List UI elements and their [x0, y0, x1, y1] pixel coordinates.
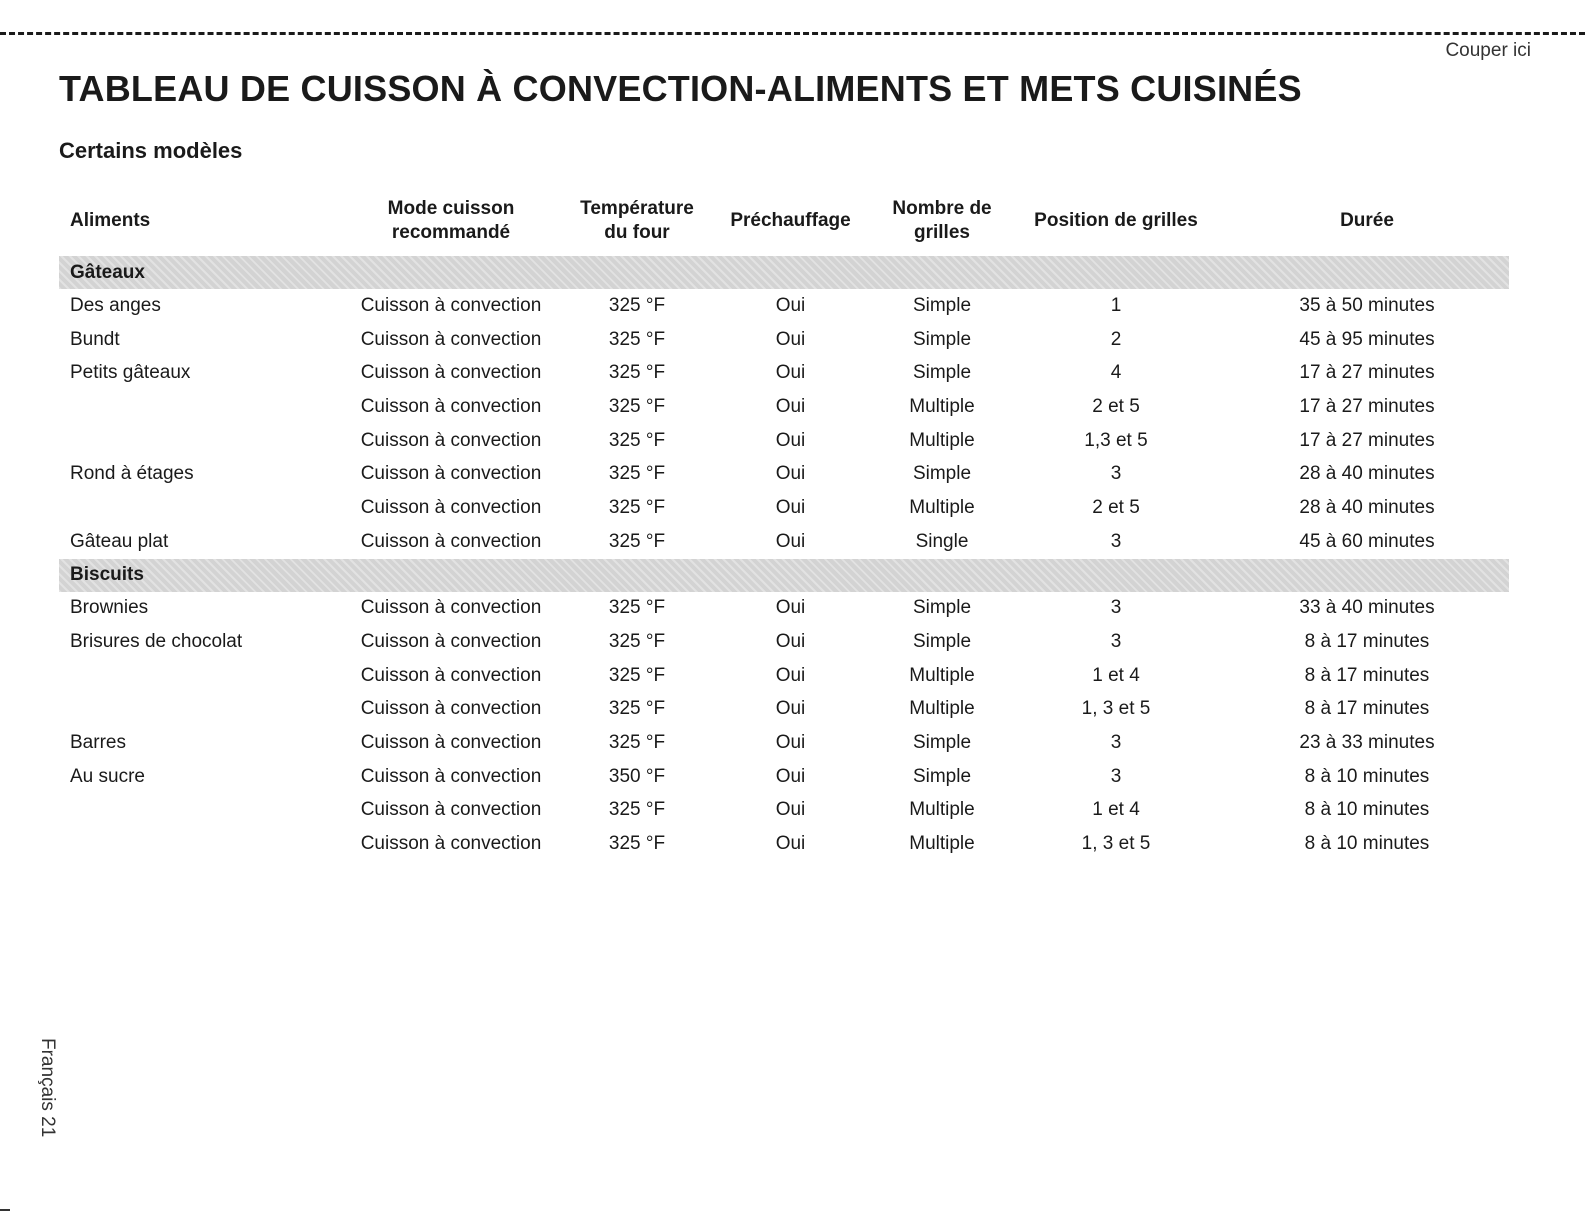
column-header-aliments: Aliments: [70, 210, 151, 231]
cell-temperature: 325 °F: [608, 395, 666, 417]
cell-duree: 8 à 10 minutes: [1304, 765, 1430, 787]
cell-position-grilles: 3: [1110, 597, 1122, 619]
table-row: [59, 491, 1509, 525]
cooking-chart-table: [59, 186, 1509, 861]
cell-mode-cuisson: Cuisson à convection: [360, 362, 542, 384]
cell-nombre-grilles: Simple: [912, 362, 972, 384]
cell-mode-cuisson: Cuisson à convection: [360, 395, 542, 417]
table-row: [59, 390, 1509, 424]
cell-position-grilles: 3: [1110, 463, 1122, 485]
table-row: [59, 625, 1509, 659]
cell-position-grilles: 1: [1110, 294, 1122, 316]
cell-nombre-grilles: Simple: [912, 765, 972, 787]
cell-prechauffage: Oui: [775, 395, 806, 417]
table-row: [59, 356, 1509, 390]
cell-position-grilles: 1 et 4: [1092, 664, 1140, 686]
cell-nombre-grilles: Simple: [912, 328, 972, 350]
cell-prechauffage: Oui: [775, 597, 806, 619]
table-row: [59, 424, 1509, 458]
cell-aliment: [59, 827, 332, 861]
cell-prechauffage: Oui: [775, 362, 806, 384]
cell-aliment: [59, 794, 332, 828]
section-header-row: [59, 256, 1509, 289]
cell-prechauffage: Oui: [775, 799, 806, 821]
cell-mode-cuisson: Cuisson à convection: [360, 294, 542, 316]
cell-position-grilles: 2: [1110, 328, 1122, 350]
table-row: [59, 794, 1509, 828]
page-number-label: Français 21: [37, 1038, 58, 1138]
cell-nombre-grilles: Multiple: [909, 833, 975, 855]
cell-temperature: 325 °F: [608, 294, 666, 316]
cell-position-grilles: 4: [1110, 362, 1122, 384]
cut-line: [0, 32, 1585, 35]
cell-mode-cuisson: Cuisson à convection: [360, 732, 542, 754]
cell-prechauffage: Oui: [775, 631, 806, 653]
table-row: [59, 525, 1509, 559]
cell-mode-cuisson: Cuisson à convection: [360, 597, 542, 619]
cell-aliment: [59, 390, 332, 424]
cell-duree: 8 à 10 minutes: [1304, 833, 1430, 855]
table-row: [59, 592, 1509, 626]
cell-prechauffage: Oui: [775, 732, 806, 754]
cell-prechauffage: Oui: [775, 530, 806, 552]
cell-mode-cuisson: Cuisson à convection: [360, 429, 542, 451]
section-header-row: [59, 559, 1509, 592]
cell-prechauffage: Oui: [775, 328, 806, 350]
cell-aliment: Gâteau plat: [70, 530, 169, 552]
cell-nombre-grilles: Single: [915, 530, 969, 552]
cell-nombre-grilles: Multiple: [909, 395, 975, 417]
cell-nombre-grilles: Multiple: [909, 496, 975, 518]
cell-position-grilles: 3: [1110, 765, 1122, 787]
cell-temperature: 325 °F: [608, 631, 666, 653]
page-subtitle: Certains modèles: [59, 138, 243, 163]
cell-aliment: Brisures de chocolat: [70, 631, 243, 653]
cell-duree: 33 à 40 minutes: [1299, 597, 1435, 619]
cell-mode-cuisson: Cuisson à convection: [360, 799, 542, 821]
table-body: [59, 256, 1509, 861]
cell-mode-cuisson: Cuisson à convection: [360, 463, 542, 485]
cell-duree: 17 à 27 minutes: [1299, 362, 1435, 384]
cell-nombre-grilles: Simple: [912, 463, 972, 485]
table-row: [59, 760, 1509, 794]
cell-prechauffage: Oui: [775, 833, 806, 855]
cell-temperature: 325 °F: [608, 362, 666, 384]
cell-duree: 8 à 10 minutes: [1304, 799, 1430, 821]
cell-temperature: 325 °F: [608, 664, 666, 686]
cell-nombre-grilles: Simple: [912, 732, 972, 754]
table-row: [59, 659, 1509, 693]
column-header-mode-cuisson: Mode cuisson recommandé: [387, 198, 515, 243]
cell-temperature: 325 °F: [608, 429, 666, 451]
cell-aliment: [59, 693, 332, 727]
cell-position-grilles: 1 et 4: [1092, 799, 1140, 821]
cell-prechauffage: Oui: [775, 664, 806, 686]
section-title: Biscuits: [59, 559, 1509, 592]
cell-mode-cuisson: Cuisson à convection: [360, 833, 542, 855]
cell-prechauffage: Oui: [775, 463, 806, 485]
table-row: [59, 726, 1509, 760]
table-row: [59, 693, 1509, 727]
cell-temperature: 350 °F: [608, 765, 666, 787]
table-row: [59, 289, 1509, 323]
cell-mode-cuisson: Cuisson à convection: [360, 765, 542, 787]
corner-mark: [0, 1209, 10, 1211]
cell-position-grilles: 3: [1110, 631, 1122, 653]
cell-duree: 8 à 17 minutes: [1304, 664, 1430, 686]
cell-prechauffage: Oui: [775, 496, 806, 518]
cell-temperature: 325 °F: [608, 463, 666, 485]
cell-aliment: Barres: [70, 732, 126, 754]
cell-duree: 17 à 27 minutes: [1299, 429, 1435, 451]
cell-position-grilles: 1, 3 et 5: [1081, 833, 1151, 855]
cell-duree: 45 à 95 minutes: [1299, 328, 1435, 350]
cell-temperature: 325 °F: [608, 597, 666, 619]
cell-aliment: Au sucre: [70, 765, 145, 787]
cell-temperature: 325 °F: [608, 732, 666, 754]
cell-prechauffage: Oui: [775, 765, 806, 787]
cell-aliment: Rond à étages: [70, 463, 194, 485]
column-header-temperature: Température du four: [580, 198, 694, 243]
cell-duree: 45 à 60 minutes: [1299, 530, 1435, 552]
cell-mode-cuisson: Cuisson à convection: [360, 631, 542, 653]
cell-temperature: 325 °F: [608, 328, 666, 350]
cell-aliment: [59, 491, 332, 525]
cell-position-grilles: 3: [1110, 732, 1122, 754]
cell-temperature: 325 °F: [608, 799, 666, 821]
cell-aliment: [59, 659, 332, 693]
cell-aliment: Bundt: [70, 328, 120, 350]
section-title: Gâteaux: [59, 256, 1509, 289]
table-header-row: [59, 186, 1509, 256]
cell-duree: 17 à 27 minutes: [1299, 395, 1435, 417]
cell-mode-cuisson: Cuisson à convection: [360, 698, 542, 720]
cell-nombre-grilles: Multiple: [909, 429, 975, 451]
column-header-nombre-grilles: Nombre de grilles: [892, 198, 992, 243]
column-header-position-grilles: Position de grilles: [1034, 210, 1198, 231]
table-row: [59, 457, 1509, 491]
cell-duree: 8 à 17 minutes: [1304, 631, 1430, 653]
cell-temperature: 325 °F: [608, 698, 666, 720]
cell-nombre-grilles: Simple: [912, 631, 972, 653]
cell-position-grilles: 1, 3 et 5: [1081, 698, 1151, 720]
cell-nombre-grilles: Multiple: [909, 698, 975, 720]
cell-aliment: [59, 424, 332, 458]
cell-nombre-grilles: Simple: [912, 597, 972, 619]
cell-mode-cuisson: Cuisson à convection: [360, 664, 542, 686]
cell-duree: 28 à 40 minutes: [1299, 496, 1435, 518]
table-row: [59, 827, 1509, 861]
cell-aliment: Brownies: [70, 597, 149, 619]
cell-nombre-grilles: Multiple: [909, 799, 975, 821]
cell-mode-cuisson: Cuisson à convection: [360, 496, 542, 518]
cell-position-grilles: 3: [1110, 530, 1122, 552]
cell-position-grilles: 2 et 5: [1092, 395, 1140, 417]
cell-prechauffage: Oui: [775, 698, 806, 720]
page-title: TABLEAU DE CUISSON À CONVECTION-ALIMENTS ET METS CUISINÉS: [59, 68, 1302, 109]
cell-duree: 23 à 33 minutes: [1299, 732, 1435, 754]
cell-mode-cuisson: Cuisson à convection: [360, 530, 542, 552]
cell-duree: 35 à 50 minutes: [1299, 294, 1435, 316]
cell-prechauffage: Oui: [775, 429, 806, 451]
cell-nombre-grilles: Simple: [912, 294, 972, 316]
cell-aliment: Petits gâteaux: [70, 362, 191, 384]
column-header-duree: Durée: [1340, 210, 1394, 231]
cut-label: Couper ici: [1445, 40, 1531, 61]
cell-position-grilles: 1,3 et 5: [1084, 429, 1148, 451]
cell-duree: 28 à 40 minutes: [1299, 463, 1435, 485]
cell-position-grilles: 2 et 5: [1092, 496, 1140, 518]
cell-aliment: Des anges: [70, 294, 161, 316]
table-row: [59, 323, 1509, 357]
cell-prechauffage: Oui: [775, 294, 806, 316]
cell-temperature: 325 °F: [608, 530, 666, 552]
cell-duree: 8 à 17 minutes: [1304, 698, 1430, 720]
cell-temperature: 325 °F: [608, 496, 666, 518]
cell-nombre-grilles: Multiple: [909, 664, 975, 686]
cell-mode-cuisson: Cuisson à convection: [360, 328, 542, 350]
cell-temperature: 325 °F: [608, 833, 666, 855]
column-header-prechauffage: Préchauffage: [730, 210, 851, 231]
